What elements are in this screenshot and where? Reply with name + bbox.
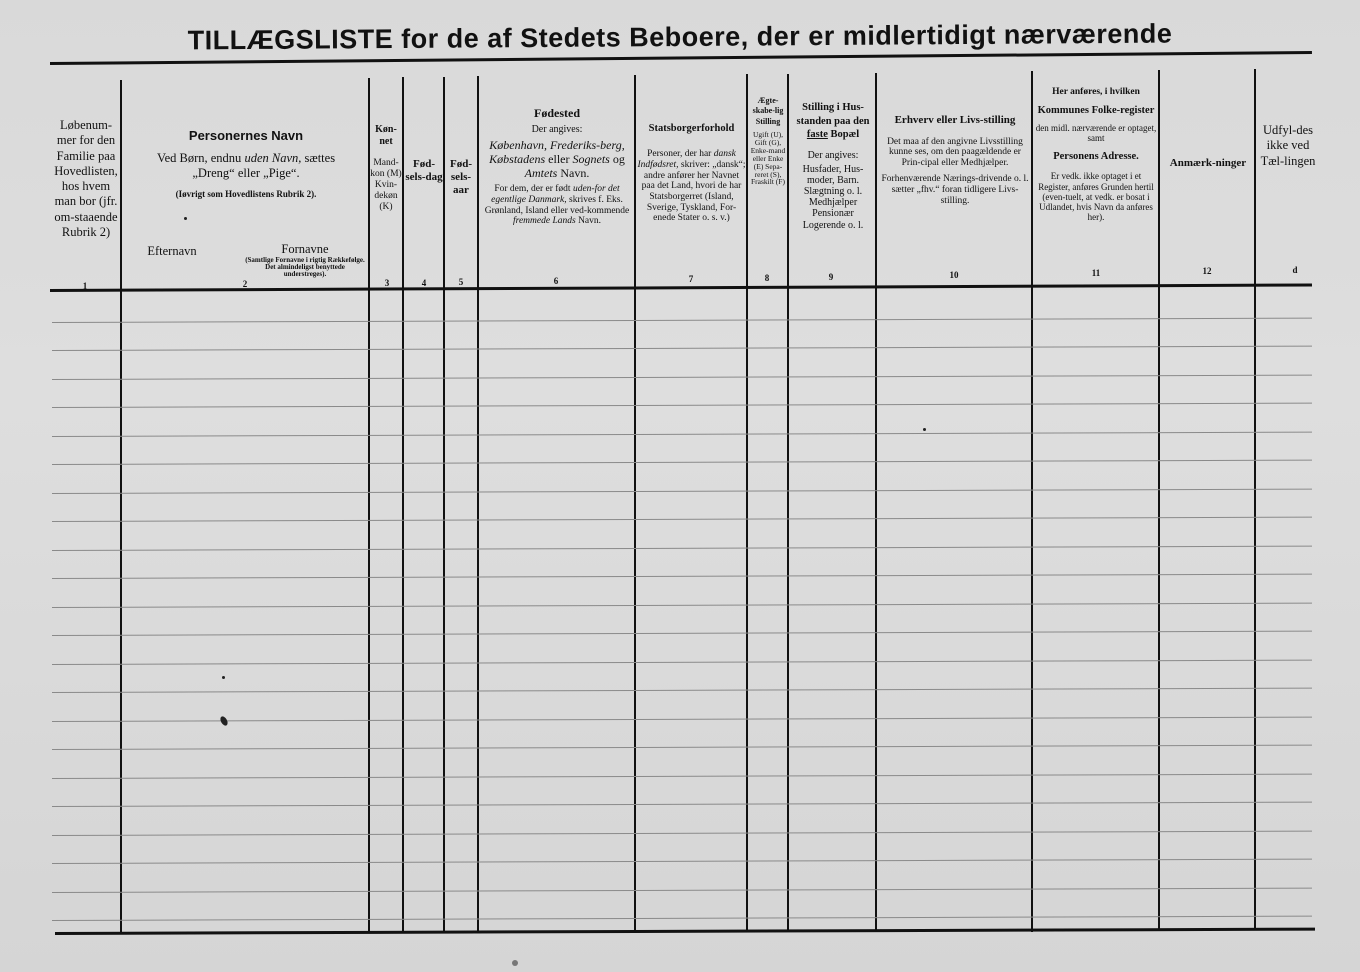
col8-title: Ægte-skabe-lig Stilling (752, 96, 784, 126)
col1-header (52, 118, 120, 240)
col12-title: Anmærk-ninger (1169, 157, 1247, 169)
col2-note: (Iøvrigt som Hovedlistens Rubrik 2). (175, 188, 317, 199)
scan-speck (184, 217, 187, 220)
col4-title: Fød-sels-dag (405, 158, 443, 183)
col6-body2-a: For dem, der er født (494, 184, 571, 195)
table-row-line (52, 802, 1312, 807)
table-row-line (52, 545, 1312, 550)
table-row-line (52, 431, 1312, 436)
col7-body-i: dansk Indfødsret, (637, 149, 736, 170)
col9-header (791, 101, 875, 231)
col2-line2: „Dreng“ eller „Pige“. (192, 166, 300, 181)
table-row-line (52, 916, 1312, 921)
scan-speck (219, 715, 229, 727)
col-number-4: 4 (421, 278, 427, 288)
table-row-line (52, 574, 1312, 579)
col10-title: Erhverv eller Livs-stilling (894, 114, 1016, 126)
col-number-11: 11 (1091, 268, 1101, 278)
col-number-5: 5 (458, 277, 464, 287)
col-number-d: d (1292, 265, 1298, 275)
col11-title: Kommunes Folke-register (1037, 105, 1155, 117)
col7-body-a: Personer, der har (647, 149, 712, 160)
col2-line1-end: sættes (304, 151, 336, 166)
col1-header-text: Løbenum-mer for den Familie paa Hovedlisten, hos hvem man bor (jfr. om-staaende Rubrik 2) (54, 118, 118, 239)
table-row-line (52, 488, 1312, 493)
table-row-line (52, 773, 1312, 778)
col-number-6: 6 (553, 276, 559, 286)
col7-body-b: skriver: „dansk“; andre anfører her Navnet paa det Land, hvori de har Statsborgerret (Island, Sverige, Tyskland, For-enede Stater o. s. v.) (641, 160, 746, 224)
scan-speck (222, 676, 225, 679)
table-row-line (52, 517, 1312, 522)
col-number-1: 1 (82, 281, 88, 291)
col5-title: Fød-sels-aar (450, 158, 472, 196)
col3-title: Køn-net (375, 124, 397, 147)
col-divider-3 (402, 77, 404, 932)
col5-header (445, 158, 477, 197)
col9-title-a: Stilling i Hus-standen paa den (796, 102, 870, 127)
table-row-line (52, 318, 1312, 323)
col11-body: Er vedk. ikke optaget i et Register, anføres Grunden hertil (even-tuelt, at vedk. er bosat i Udlandet, hvis Navn da anføres her). (1038, 171, 1154, 222)
col-number-3: 3 (384, 278, 390, 288)
col-number-2: 2 (242, 279, 248, 289)
scan-speck (923, 428, 926, 431)
col-d-header (1258, 123, 1318, 169)
col-number-7: 7 (688, 274, 694, 284)
col4-header (405, 158, 443, 184)
col6-plain2: og (612, 151, 625, 166)
col3-body: Mand-kon (M) Kvin-dekøn (K) (370, 157, 402, 213)
table-row-line (52, 688, 1312, 693)
form-title: TILLÆGSLISTE for de af Stedets Beboere, der er midlertidigt nærværende (187, 18, 1173, 56)
col6-body2-i: uden-for det egentlige Danmark, (491, 184, 620, 205)
table-row-line (52, 745, 1312, 750)
table-row-line (52, 631, 1312, 636)
table-row-line (52, 375, 1312, 380)
col-divider-12 (1254, 69, 1256, 929)
col-number-9: 9 (828, 272, 834, 282)
col9-title-b: Bopæl (830, 129, 860, 141)
table-row-line (52, 659, 1312, 664)
col2-title: Personernes Navn (188, 128, 304, 143)
col6-italic1: København, Frederiks-berg, Købstadens (489, 137, 625, 166)
col6-body2-b: skrives f. Eks. Grønland, Island eller ved-kommende (484, 194, 630, 216)
firstnames-note: (Samtlige Fornavne i rigtig Rækkefølge. Det almindeligst benyttede understreges). (245, 255, 365, 279)
col6-plain1: eller (548, 151, 570, 166)
col7-header (637, 123, 746, 224)
col-number-8: 8 (764, 273, 770, 283)
col-d-header-text: Udfyl-des ikke ved Tæl-lingen (1260, 123, 1316, 168)
table-row-line (52, 716, 1312, 721)
firstnames-label-text: Fornavne (281, 242, 329, 256)
col2-firstnames-label (244, 242, 366, 279)
table-row-line (52, 887, 1312, 892)
col6-header (481, 106, 633, 227)
col12-header (1162, 156, 1254, 170)
col9-sub: Der angives: (807, 149, 859, 161)
table-bottom-rule (55, 928, 1315, 935)
col3-header (370, 124, 402, 214)
col9-title-u: faste (806, 129, 828, 141)
col8-header (749, 96, 787, 186)
col8-body: Ugift (U), Gift (G), Enke-mand eller Enke (E) Sepa-reret (S), Fraskilt (F) (750, 130, 786, 187)
col2-surname-label (132, 244, 212, 259)
col11-title2: Personens Adresse. (1053, 151, 1139, 163)
scan-speck (512, 960, 518, 966)
col-divider-1 (120, 80, 122, 932)
col11-header (1035, 87, 1157, 222)
col10-header (881, 112, 1029, 206)
table-row-line (52, 403, 1312, 408)
col6-body2-i2: fremmede Lands (512, 216, 576, 227)
col10-body1: Det maa af den angivne Livsstilling kunne ses, om den paagældende er Prin-cipal eller Medhjælper. (887, 136, 1023, 168)
col9-body: Husfader, Hus-moder, Barn. Slægtning o. l. Medhjælper Pensionær Logerende o. l. (802, 163, 864, 231)
col6-body2-c: Navn. (578, 216, 602, 227)
col6-italic2: Sognets (572, 151, 610, 166)
col6-title: Fødested (534, 106, 580, 120)
col6-italic3: Amtets (524, 165, 558, 180)
col2-header (124, 128, 368, 199)
col-number-12: 12 (1202, 266, 1212, 276)
col11-pre: Her anføres, i hvilken (1052, 87, 1140, 97)
col6-plain3: Navn. (560, 165, 590, 180)
col-divider-11 (1158, 70, 1160, 930)
col6-sub: Der angives: (531, 124, 583, 136)
surname-label-text: Efternavn (147, 244, 197, 258)
col10-body2: Forhenværende Nærings-drivende o. l. sætter „fhv.“ foran tidligere Livs-stilling. (881, 174, 1029, 206)
table-row-line (52, 859, 1312, 864)
col11-mid: den midl. nærværende er optaget, samt (1035, 122, 1157, 143)
table-row-line (52, 830, 1312, 835)
table-row-line (52, 602, 1312, 607)
table-row-line (52, 460, 1312, 465)
col7-title: Statsborgerforhold (648, 123, 735, 134)
table-row-line (52, 346, 1312, 351)
col2-line1: Ved Børn, endnu (156, 151, 242, 166)
col-number-10: 10 (949, 270, 959, 280)
col2-line1-italic: uden Navn, (244, 151, 302, 166)
